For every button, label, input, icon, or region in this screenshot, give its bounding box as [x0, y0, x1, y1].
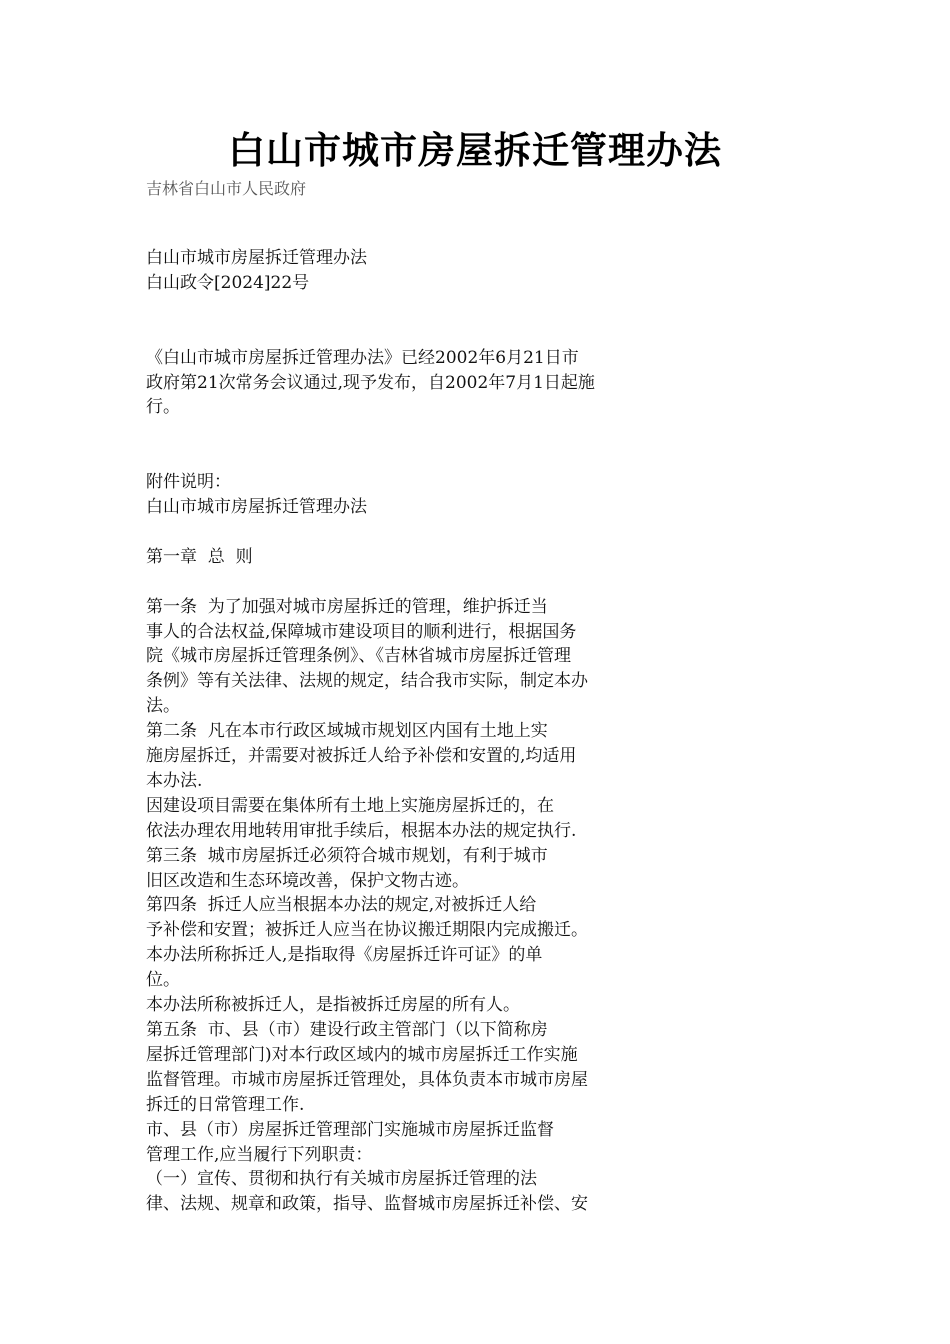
blank-line [146, 570, 666, 595]
body-line: 因建设项目需要在集体所有土地上实施房屋拆迁的，在 [146, 795, 554, 816]
body-line: 行。 [146, 397, 180, 418]
body-line: 市、县（市）房屋拆迁管理部门实施城市房屋拆迁监督 [146, 1119, 554, 1140]
blank-line [146, 321, 666, 346]
body-line: 第四条 拆迁人应当根据本办法的规定,对被拆迁人给 [146, 895, 537, 916]
blank-line [146, 296, 666, 321]
body-line: 第一章 总 则 [146, 546, 253, 567]
body-line: 白山政令[2024]22号 [146, 272, 310, 293]
body-line: 管理工作,应当履行下列职责： [146, 1144, 373, 1165]
body-line: 依法办理农用地转用审批手续后，根据本办法的规定执行. [146, 820, 577, 841]
body-line: 事人的合法权益,保障城市建设项目的顺利进行，根据国务 [146, 621, 577, 642]
body-line: 予补偿和安置；被拆迁人应当在协议搬迁期限内完成搬迁。 [146, 920, 588, 941]
document-title: 白山市城市房屋拆迁管理办法 [228, 128, 722, 172]
body-line: 院《城市房屋拆迁管理条例》、《吉林省城市房屋拆迁管理 [146, 646, 571, 667]
body-line: 本办法所称拆迁人,是指取得《房屋拆迁许可证》的单 [146, 945, 543, 966]
body-line: 本办法所称被拆迁人，是指被拆迁房屋的所有人。 [146, 995, 520, 1016]
body-line: （一）宣传、贯彻和执行有关城市房屋拆迁管理的法 [146, 1169, 537, 1190]
body-line: 旧区改造和生态环境改善，保护文物古迹。 [146, 870, 469, 891]
body-line: 律、法规、规章和政策，指导、监督城市房屋拆迁补偿、安 [146, 1194, 588, 1215]
blank-line [146, 445, 666, 470]
body-line: 第一条 为了加强对城市房屋拆迁的管理，维护拆迁当 [146, 596, 548, 617]
body-line: 政府第21次常务会议通过,现予发布，自2002年7月1日起施 [146, 372, 595, 393]
body-line: 施房屋拆迁，并需要对被拆迁人给予补偿和安置的,均适用 [146, 746, 577, 767]
blank-line [146, 520, 666, 545]
body-line: 拆迁的日常管理工作. [146, 1094, 305, 1115]
document-body [146, 246, 666, 1217]
document-issuer: 吉林省白山市人民政府 [146, 179, 307, 198]
body-line: 位。 [146, 970, 180, 991]
body-line: 附件说明： [146, 472, 231, 493]
body-line: 法。 [146, 696, 180, 717]
body-line: 监督管理。市城市房屋拆迁管理处，具体负责本市城市房屋 [146, 1069, 588, 1090]
body-line: 第五条 市、县（市）建设行政主管部门（以下简称房 [146, 1020, 548, 1040]
body-line: 白山市城市房屋拆迁管理办法 [146, 248, 367, 268]
body-line: 条例》等有关法律、法规的规定，结合我市实际，制定本办 [146, 671, 588, 692]
body-line: 第三条 城市房屋拆迁必须符合城市规划，有利于城市 [146, 845, 548, 866]
body-line: 白山市城市房屋拆迁管理办法 [146, 497, 367, 517]
blank-line [146, 420, 666, 445]
body-line: 第二条 凡在本市行政区域城市规划区内国有土地上实 [146, 721, 548, 742]
body-line: 本办法. [146, 770, 203, 791]
body-line: 《白山市城市房屋拆迁管理办法》已经2002年6月21日市 [146, 347, 579, 368]
body-line: 屋拆迁管理部门)对本行政区域内的城市房屋拆迁工作实施 [146, 1044, 578, 1065]
